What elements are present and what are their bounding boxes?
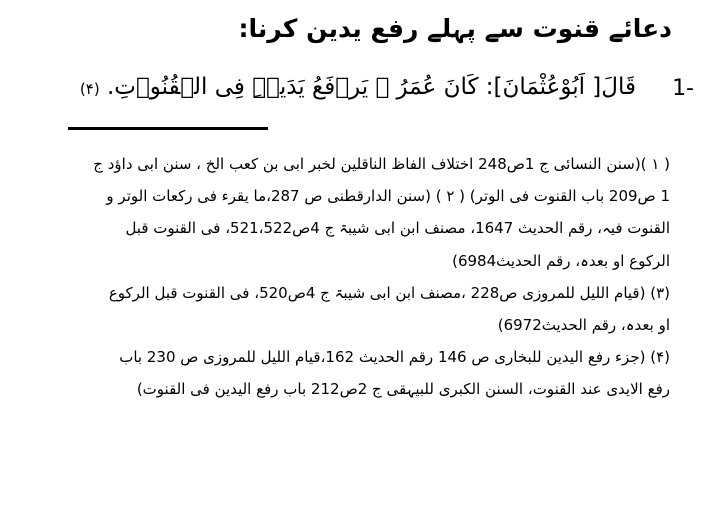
hadith-reference-mark: (۴) (79, 80, 100, 98)
hadith-text: قَالَ[ اَبُوْعُثْمَانَ]: کَانَ عُمَرُ ؓ یَرۡفَعُ یَدَیۡہِ فِی الۡقُنُوۡتِ. (107, 74, 636, 100)
footnote-line: القنوت فیہ، رقم الحدیث 1647، مصنف ابن ابی شیبۃ ج 4ص521،522، فی القنوت قبل (125, 219, 670, 238)
hadith-number: 1- (672, 76, 694, 101)
hadith-text-wrap (36, 74, 636, 100)
footnote-line: (۳) (قیام اللیل للمروزی ص228 ،مصنف ابن ابی شیبۃ ج 4ص520، فی القنوت قبل الرکوع (108, 283, 670, 302)
section-heading: دعائے قنوت سے پہلے رفع یدین کرنا: (238, 14, 672, 43)
footnote-line: (۴) (جزء رفع الیدین للبخاری ص 146 رقم الحدیث 162،قیام اللیل للمروزی ص 230 باب (119, 348, 670, 367)
footnotes (70, 148, 670, 406)
hadith-line (36, 74, 694, 114)
footnote-line: رفع الایدی عند القنوت، السنن الکبری للبیہقی ج 2ص212 باب رفع الیدین فی القنوت) (136, 380, 670, 399)
footnote-separator-rule (68, 127, 268, 130)
footnote-line: 1 ص209 باب القنوت فی الوتر) ( ۲ ) (سنن الدارقطنی ص 287،ما یقرء فی رکعات الوتر و (106, 187, 670, 206)
footnote-line: الرکوع او بعدہ، رقم الحدیث6984) (452, 251, 670, 270)
footnote-line: او بعدہ، رقم الحدیث6972) (497, 315, 670, 334)
footnote-line: ( ۱ )(سنن النسائی ج 1ص248 اختلاف الفاظ الناقلین لخبر ابی بن کعب الخ ، سنن ابی داؤد ج (93, 155, 670, 173)
